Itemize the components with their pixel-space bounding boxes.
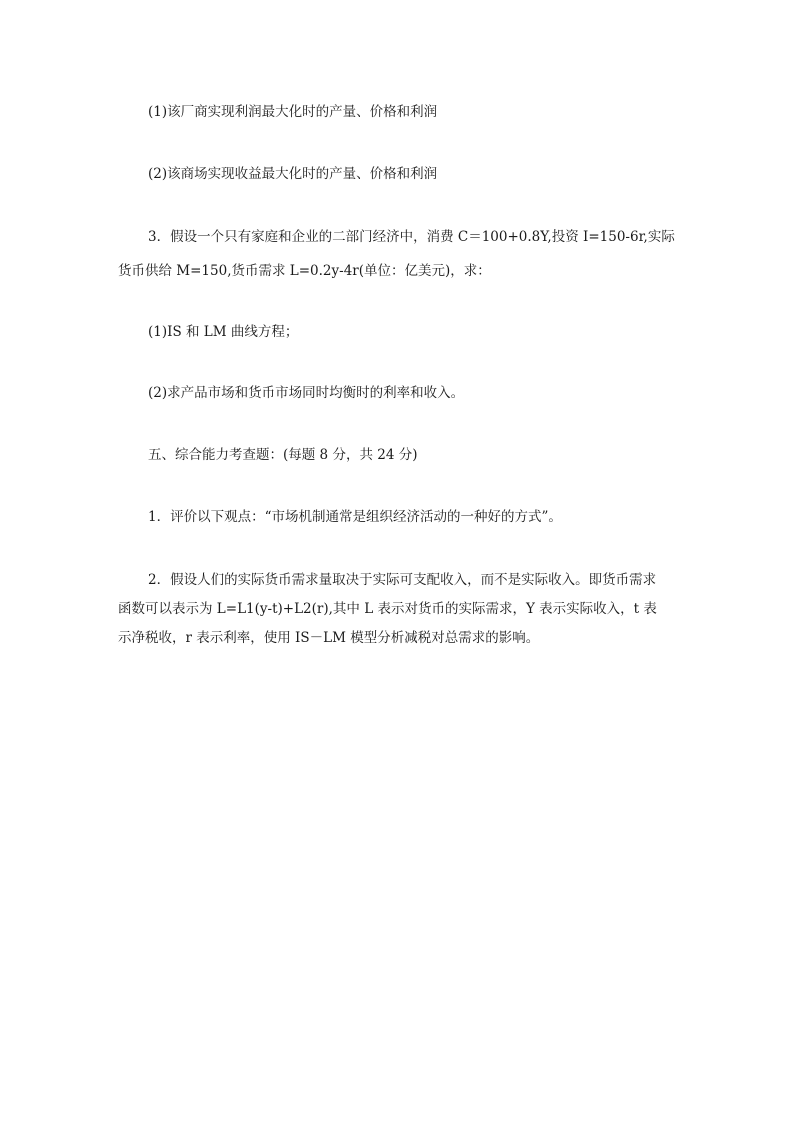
paragraph-comprehensive-question-1: [118, 505, 678, 529]
paragraph-comprehensive-question-2: [118, 568, 678, 650]
paragraph-question-3-part-1: [118, 320, 678, 344]
paragraph-question-2-part-1: [118, 100, 678, 124]
text-line: 2．假设人们的实际货币需求量取决于实际可支配收入，而不是实际收入。即货币需求: [148, 572, 657, 588]
paragraph-question-2-part-2: [118, 162, 678, 186]
text-line: 五、综合能力考查题：(每题 8 分，共 24 分): [148, 447, 418, 463]
text-line: 货币供给 M=150,货币需求 L=0.2y-4r(单位：亿美元)，求：: [118, 263, 491, 279]
text-line: (1)该厂商实现利润最大化时的产量、价格和利润: [148, 104, 438, 120]
text-line: (2)该商场实现收益最大化时的产量、价格和利润: [148, 166, 438, 182]
text-line: 函数可以表示为 L=L1(y-t)+L2(r),其中 L 表示对货币的实际需求，Y 表示实际收入，t 表: [118, 601, 657, 617]
text-line: 3．假设一个只有家庭和企业的二部门经济中，消费 C＝100+0.8Y,投资 I=150-6r,实际: [148, 229, 675, 245]
text-line: (2)求产品市场和货币市场同时均衡时的利率和收入。: [148, 385, 465, 401]
paragraph-question-3-part-2: [118, 381, 678, 405]
paragraph-question-3: [118, 225, 678, 283]
section-heading-5: [118, 443, 678, 467]
text-line: 示净税收，r 表示利率，使用 IS－LM 模型分析减税对总需求的影响。: [118, 630, 540, 646]
text-line: 1．评价以下观点：“市场机制通常是组织经济活动的一种好的方式”。: [148, 509, 562, 525]
text-line: (1)IS 和 LM 曲线方程；: [148, 324, 299, 340]
